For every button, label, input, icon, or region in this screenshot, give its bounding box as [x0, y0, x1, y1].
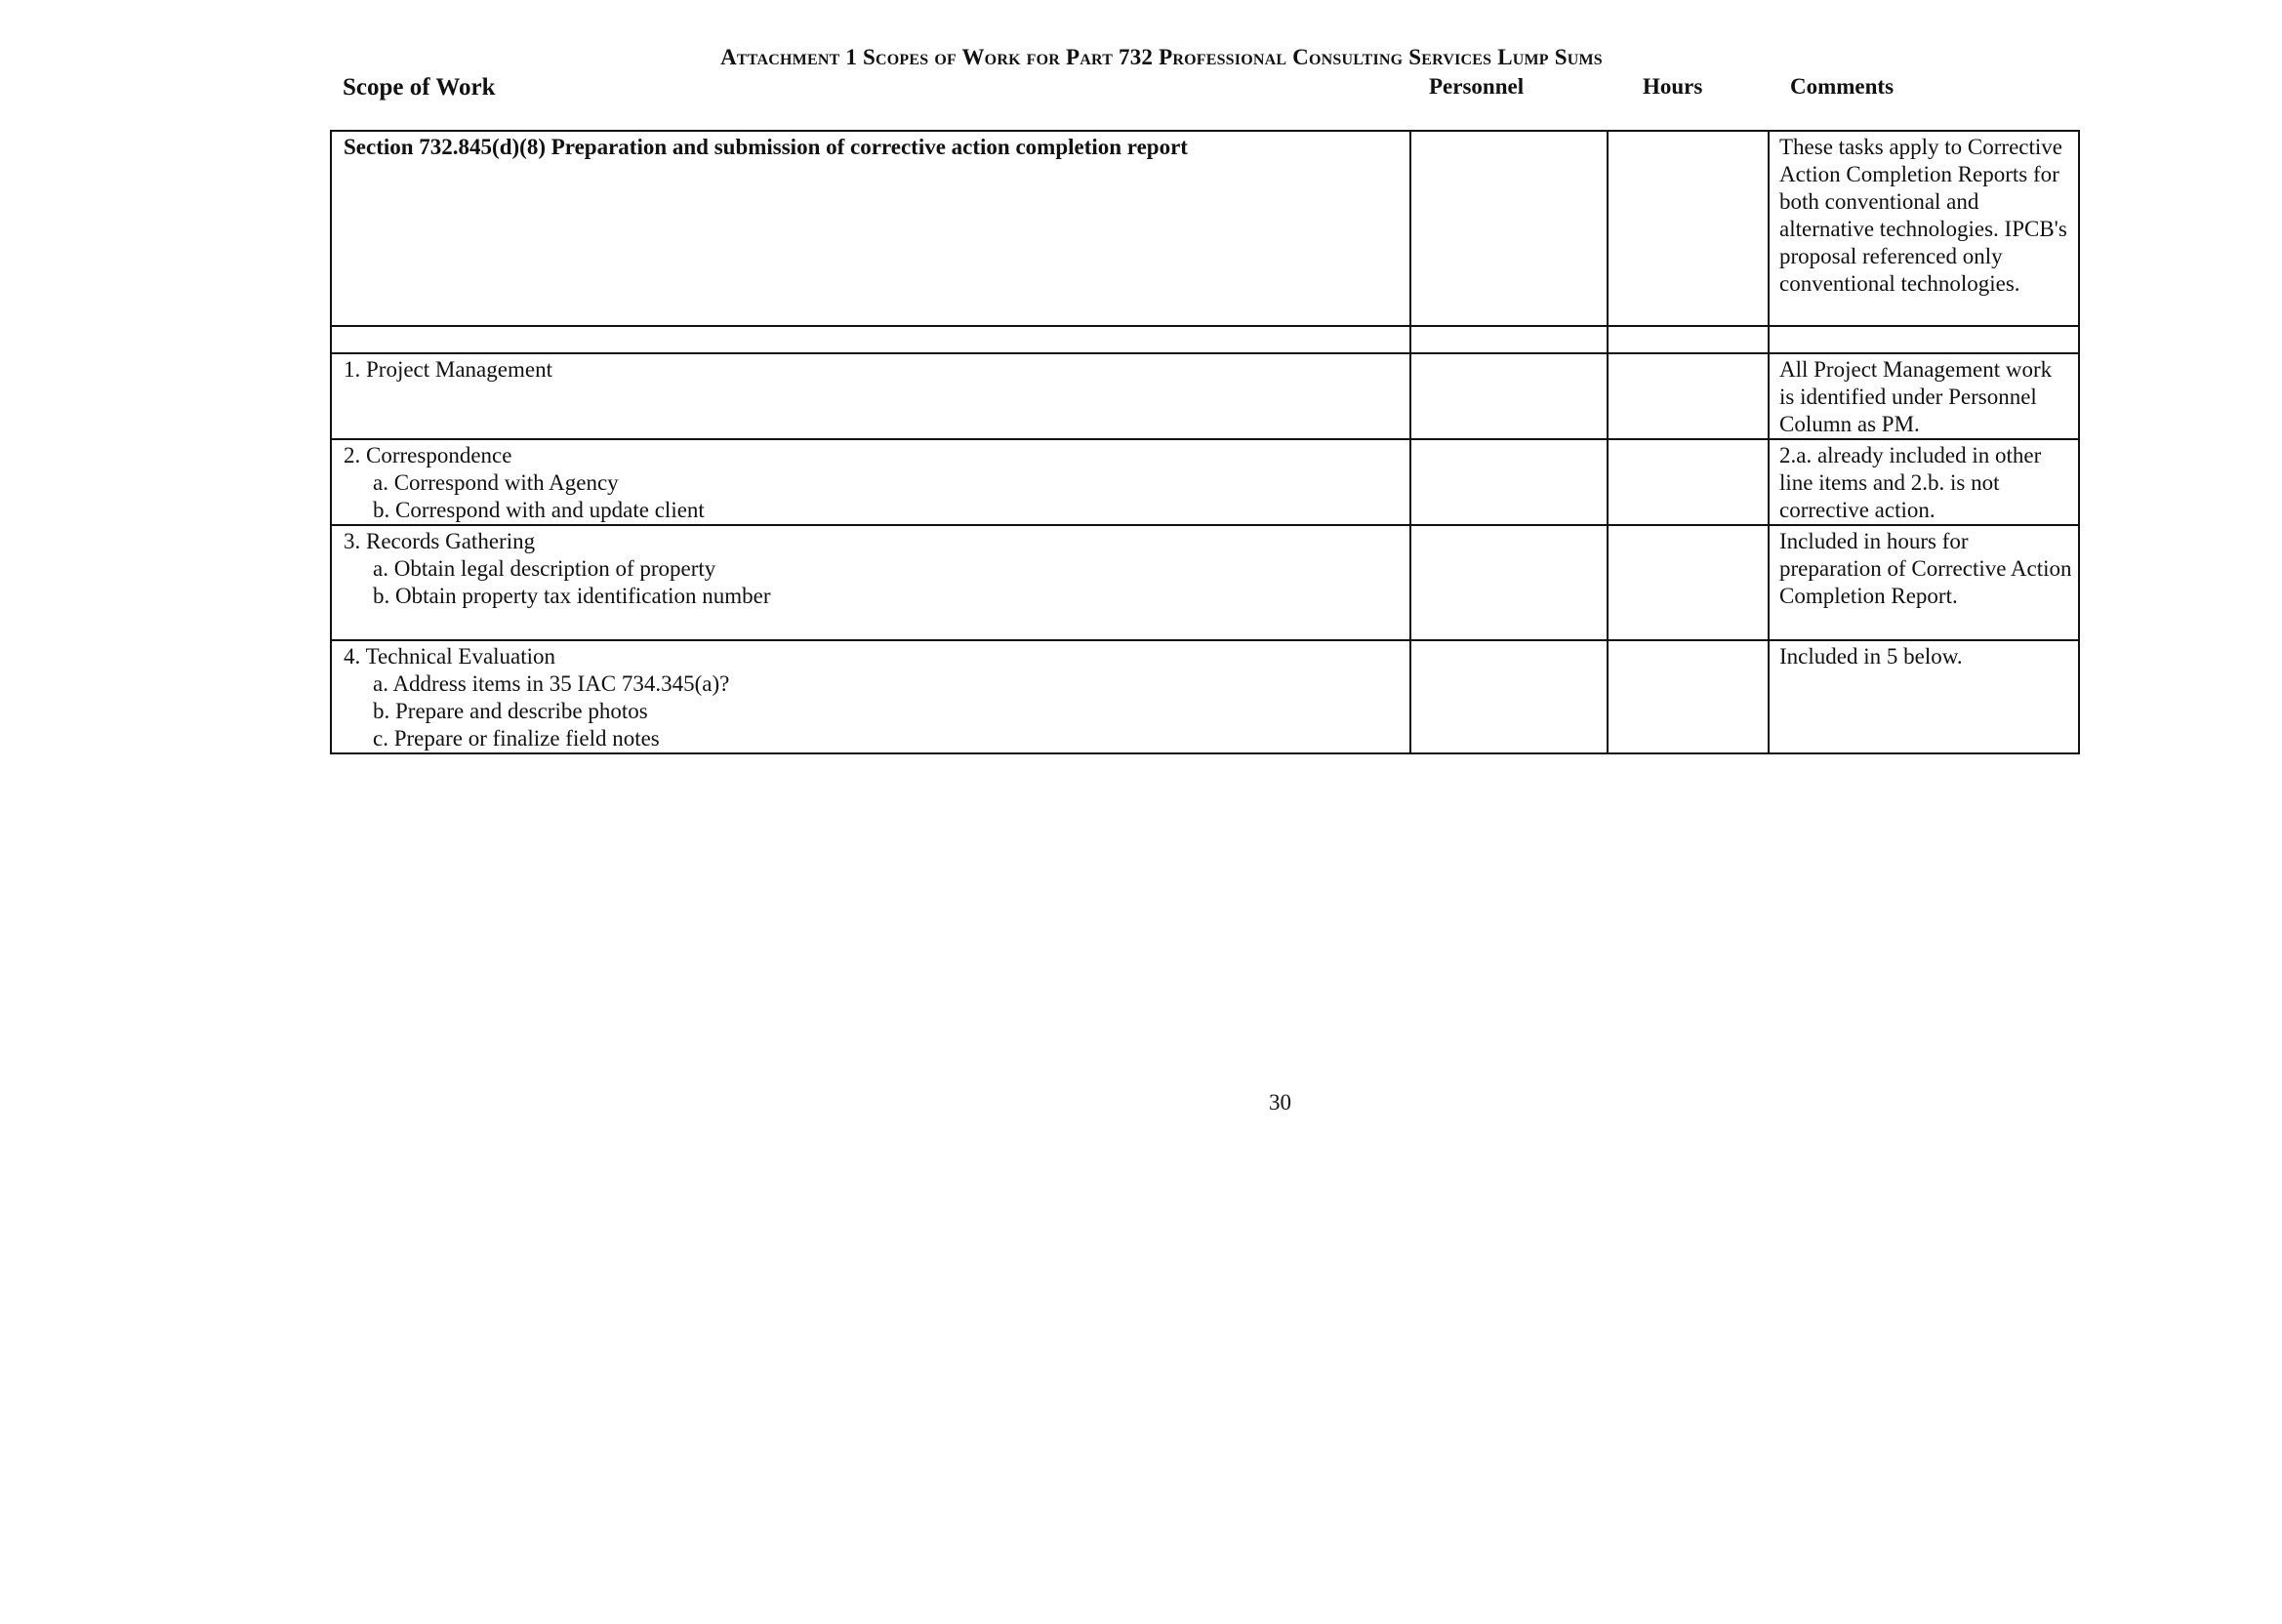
personnel-cell: [1410, 439, 1608, 525]
scope-of-work-table: [330, 130, 2080, 754]
page-number: 30: [1269, 1090, 1291, 1115]
personnel-cell: [1410, 353, 1608, 439]
table-row: [331, 525, 2079, 640]
table-row: [331, 640, 2079, 753]
comment-cell: All Project Management work is identified under Personnel Column as PM.: [1769, 353, 2079, 439]
comment-cell: These tasks apply to Corrective Action Completion Reports for both conventional and alternative technologies. IPCB's proposal referenced only conventional technologies.: [1769, 131, 2079, 326]
table-row-empty: [331, 326, 2079, 353]
task-label: 1. Project Management: [344, 357, 552, 382]
comment-cell: Included in 5 below.: [1769, 640, 2079, 753]
table-row: [331, 439, 2079, 525]
table-row: [331, 131, 2079, 326]
subtask-label: b. Prepare and describe photos: [373, 699, 648, 723]
subtask-label: a. Correspond with Agency: [373, 470, 619, 495]
table-row: [331, 353, 2079, 439]
scope-cell: [331, 439, 1410, 525]
personnel-cell: [1410, 525, 1608, 640]
scope-cell: [331, 353, 1410, 439]
scope-cell: [331, 131, 1410, 326]
hours-cell: [1608, 525, 1769, 640]
column-header-hours: Hours: [1643, 74, 1703, 99]
scope-cell: [331, 525, 1410, 640]
comment-cell: 2.a. already included in other line items and 2.b. is not corrective action.: [1769, 439, 2079, 525]
subtask-label: a. Address items in 35 IAC 734.345(a)?: [373, 671, 730, 696]
hours-cell: [1608, 439, 1769, 525]
task-label: 4. Technical Evaluation: [344, 644, 556, 669]
personnel-cell: [1410, 131, 1608, 326]
column-header-comments: Comments: [1790, 74, 1895, 99]
subtask-label: c. Prepare or finalize field notes: [373, 726, 660, 751]
hours-cell: [1608, 640, 1769, 753]
task-label: 2. Correspondence: [344, 443, 512, 467]
personnel-cell: [1410, 640, 1608, 753]
comment-cell: Included in hours for preparation of Corrective Action Completion Report.: [1769, 525, 2079, 640]
hours-cell: [1608, 131, 1769, 326]
subtask-label: b. Correspond with and update client: [373, 498, 705, 522]
hours-cell: [1608, 353, 1769, 439]
task-label: 3. Records Gathering: [344, 529, 536, 553]
page-title: Attachment 1 Scopes of Work for Part 732 Professional Consulting Services Lump Sums: [720, 45, 1603, 69]
subtask-label: b. Obtain property tax identification number: [373, 584, 771, 608]
section-heading: Section 732.845(d)(8) Preparation and submission of corrective action completion report: [344, 135, 1188, 159]
subtask-label: a. Obtain legal description of property: [373, 556, 716, 581]
column-header-personnel: Personnel: [1429, 74, 1525, 99]
column-header-scope: Scope of Work: [343, 74, 496, 101]
scope-cell: [331, 640, 1410, 753]
